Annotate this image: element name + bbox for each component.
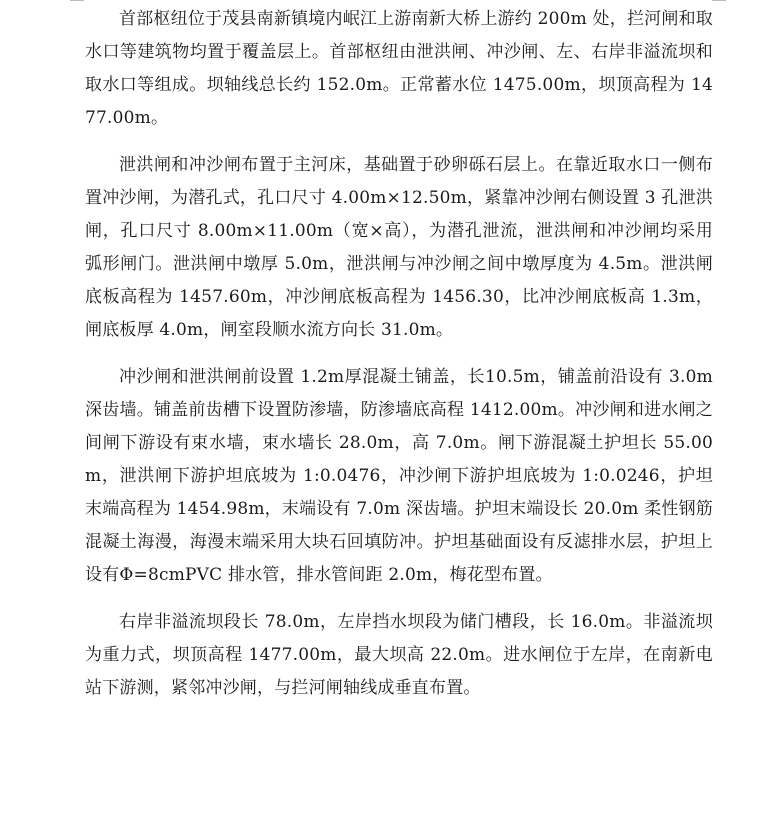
paragraph-headworks-overview: 首部枢纽位于茂县南新镇境内岷江上游南新大桥上游约 200m 处，拦河闸和取水口等建筑物均置于覆盖层上。首部枢纽由泄洪闸、冲沙闸、左、右岸非溢流坝和取水口等组成。坝轴线总长约 152.0m。正常蓄水位 1475.00m，坝顶高程为 1477.00m。 bbox=[85, 9, 713, 128]
page-corner-mark-left bbox=[70, 0, 84, 4]
paragraph-sluice-gates: 泄洪闸和冲沙闸布置于主河床，基础置于砂卵砾石层上。在靠近取水口一侧布置冲沙闸，为潜孔式，孔口尺寸 4.00m×12.50m，紧靠冲沙闸右侧设置 3 孔泄洪闸，孔口尺寸 8.00m×11.00m（宽×高），为潜孔泄流，泄洪闸和冲沙闸均采用弧形闸门。泄洪闸中墩厚 5.0m，泄洪闸与冲沙闸之间中墩厚度为 4.5m。泄洪闸底板高程为 1457.60m，冲沙闸底板高程为 1456.30，比冲沙闸底板高 1.3m，闸底板厚 4.0m，闸室段顺水流方向长 31.0m。 bbox=[85, 155, 713, 340]
paragraph-apron-and-cutoff: 冲沙闸和泄洪闸前设置 1.2m厚混凝土铺盖，长10.5m，铺盖前沿设有 3.0m 深齿墙。铺盖前齿槽下设置防渗墙，防渗墙底高程 1412.00m。冲沙闸和进水闸之间闸下游设有束水墙，束水墙长 28.0m，高 7.0m。闸下游混凝土护坦长 55.00m，泄洪闸下游护坦底坡为 1:0.0476，冲沙闸下游护坦底坡为 1:0.0246，护坦末端高程为 1454.98m，末端设有 7.0m 深齿墙。护坦末端设长 20.0m 柔性钢筋混凝土海漫，海漫末端采用大块石回填防冲。护坦基础面设有反滤排水层，护坦上设有Φ=8cmPVC 排水管，排水管间距 2.0m，梅花型布置。 bbox=[85, 367, 713, 585]
paragraph-non-overflow-dam: 右岸非溢流坝段长 78.0m，左岸挡水坝段为储门槽段，长 16.0m。非溢流坝为重力式，坝顶高程 1477.00m，最大坝高 22.0m。进水闸位于左岸，在南新电站下游测，紧邻冲沙闸，与拦河闸轴线成垂直布置。 bbox=[85, 612, 713, 698]
page-corner-mark-right bbox=[712, 0, 726, 4]
document-body bbox=[85, 0, 713, 705]
